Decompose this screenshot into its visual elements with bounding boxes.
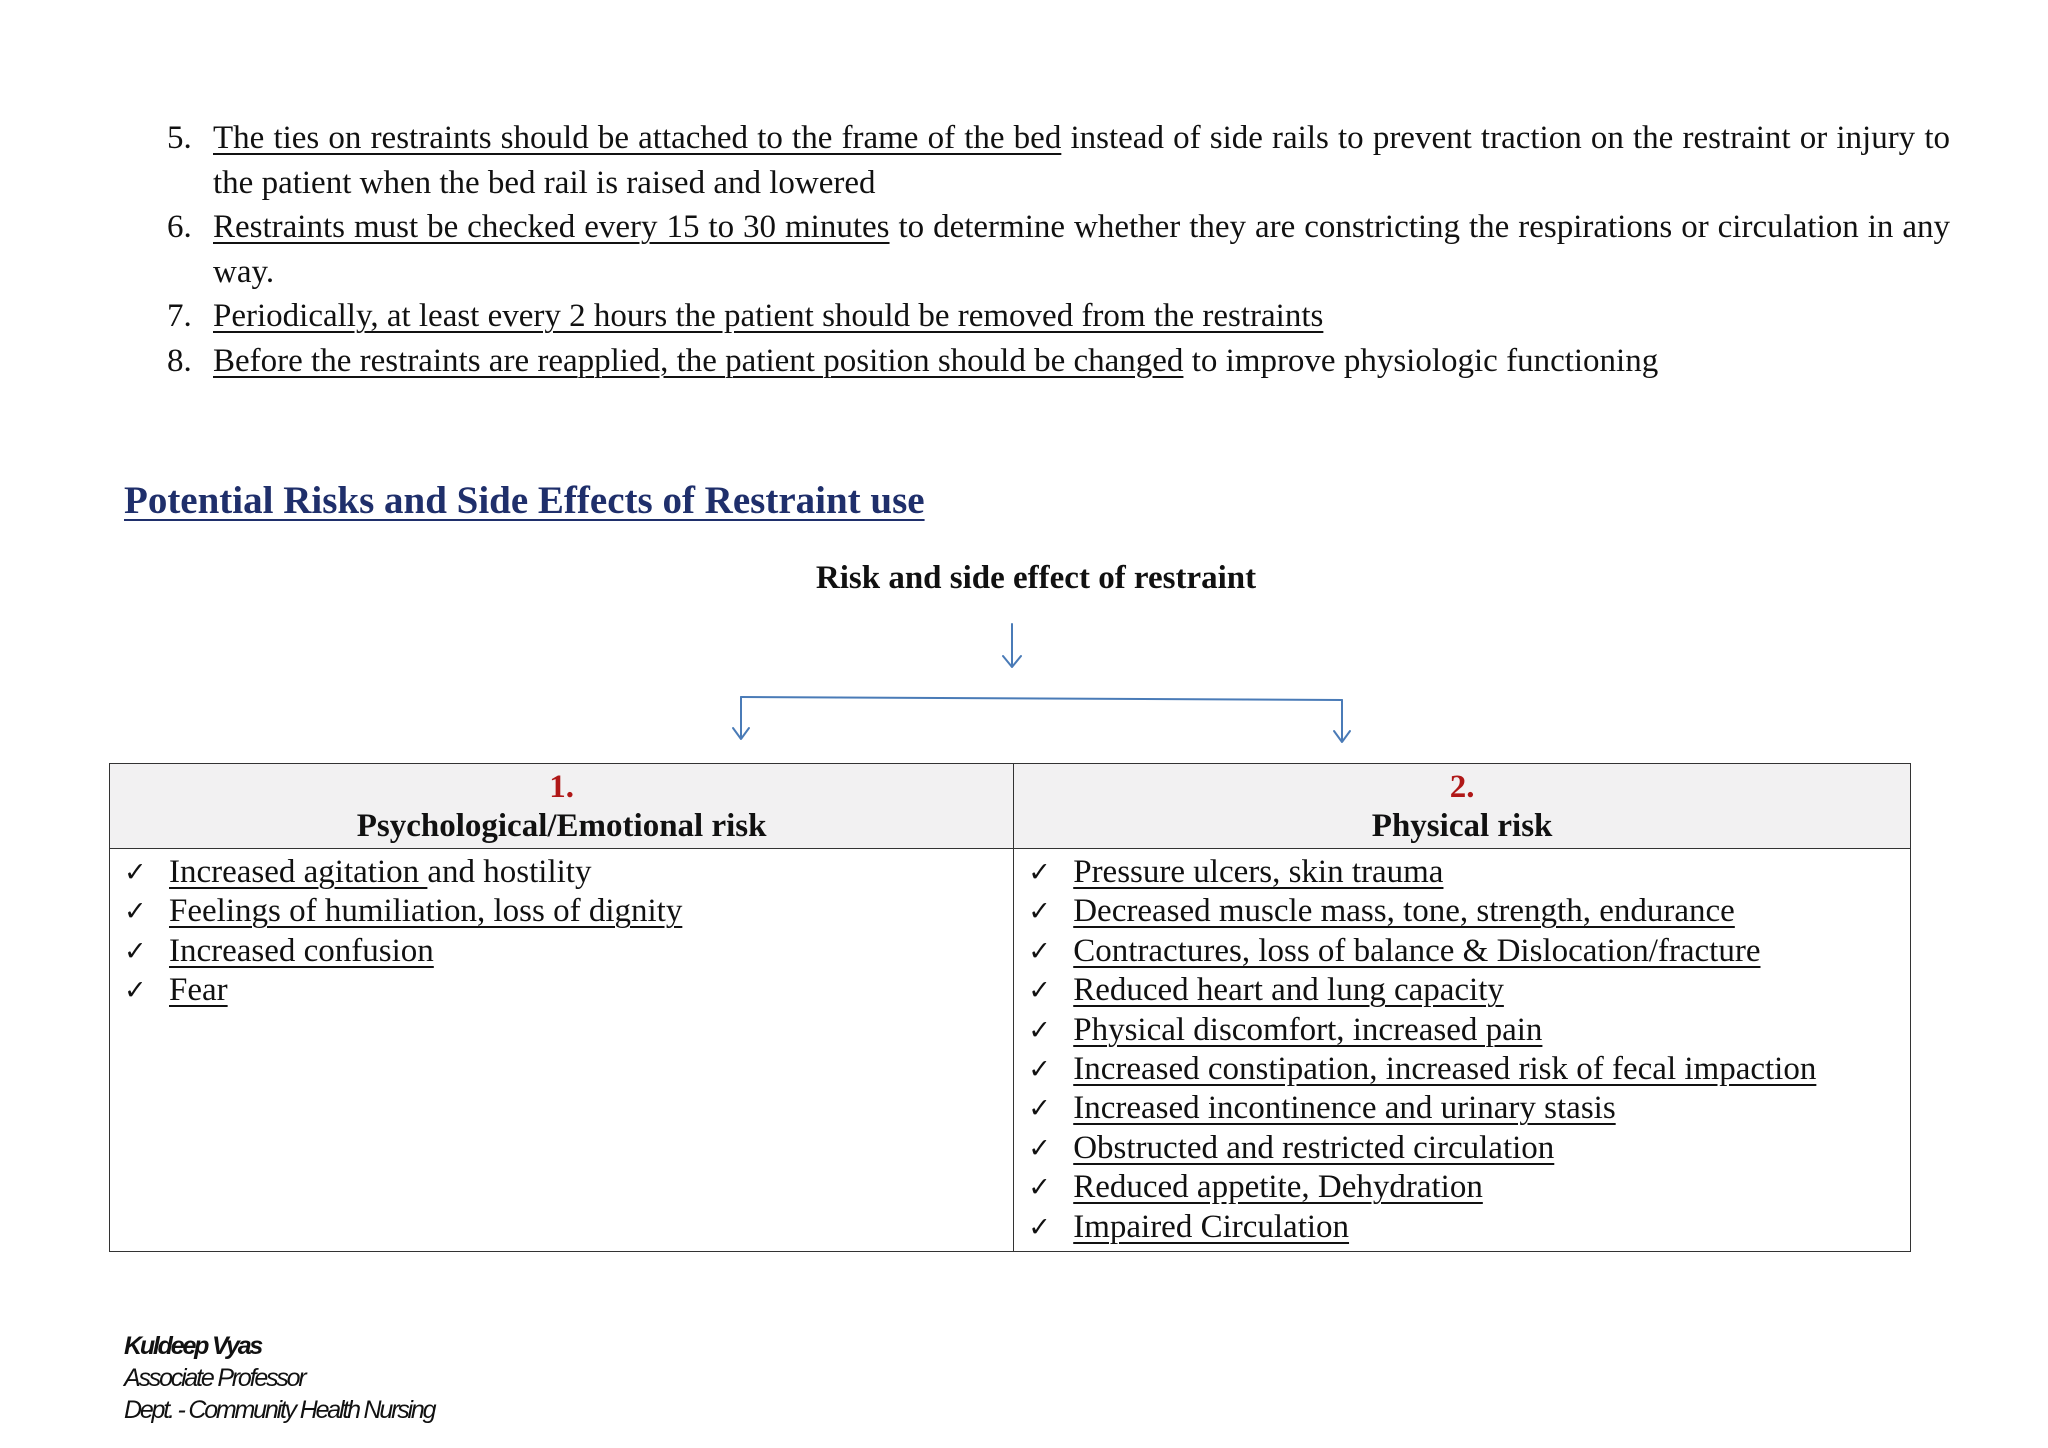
underlined-text: The ties on restraints should be attached to the frame of the bed bbox=[213, 120, 1062, 156]
list-item bbox=[1028, 853, 1910, 892]
underlined-text: Periodically, at least every 2 hours the patient should be removed from the restraints bbox=[213, 298, 1324, 334]
check-icon: ✓ bbox=[1028, 1211, 1051, 1243]
list-item bbox=[124, 892, 1013, 931]
column-title: Psychological/Emotional risk bbox=[356, 808, 767, 844]
underlined-text: Reduced appetite, Dehydration bbox=[1073, 1169, 1483, 1206]
list-number: 6. bbox=[167, 209, 192, 245]
underlined-text: Contractures, loss of balance & Dislocation/fracture bbox=[1073, 932, 1761, 969]
check-icon: ✓ bbox=[1028, 1132, 1051, 1164]
physical-risk-list bbox=[1014, 849, 1910, 1247]
down-arrow-icon bbox=[733, 697, 749, 739]
list-item bbox=[124, 971, 1013, 1010]
underlined-text: Restraints must be checked every 15 to 30 minutes bbox=[213, 209, 890, 245]
risk-table bbox=[109, 763, 1911, 1252]
underlined-text: Reduced heart and lung capacity bbox=[1073, 972, 1504, 1009]
author-name: Kuldeep Vyas bbox=[124, 1332, 262, 1360]
list-number: 8. bbox=[167, 342, 192, 379]
list-item bbox=[1028, 1168, 1910, 1207]
list-number: 5. bbox=[167, 120, 192, 156]
list-item bbox=[124, 932, 1013, 971]
author-role: Associate Professor bbox=[124, 1364, 305, 1392]
check-icon: ✓ bbox=[1028, 975, 1051, 1007]
check-icon: ✓ bbox=[124, 975, 147, 1007]
check-icon: ✓ bbox=[1028, 935, 1051, 967]
column-title: Physical risk bbox=[1371, 808, 1553, 844]
footer-signature bbox=[124, 1330, 434, 1426]
list-number: 7. bbox=[167, 298, 192, 334]
list-item bbox=[1028, 1089, 1910, 1128]
column-number: 1. bbox=[549, 769, 574, 805]
underlined-text: Before the restraints are reapplied, the patient position should be changed bbox=[213, 342, 1184, 379]
underlined-text: Decreased muscle mass, tone, strength, endurance bbox=[1073, 893, 1735, 930]
check-icon: ✓ bbox=[124, 896, 147, 928]
psychological-risk-list bbox=[110, 849, 1013, 1011]
underlined-text: Increased incontinence and urinary stasis bbox=[1073, 1090, 1616, 1127]
column-number: 2. bbox=[1449, 769, 1475, 805]
branch-line bbox=[741, 697, 1342, 700]
diagram-title: Risk and side effect of restraint bbox=[815, 560, 1257, 596]
body-text: to improve physiologic functioning bbox=[1183, 342, 1659, 379]
physical-risk-cell bbox=[1014, 849, 1911, 1252]
list-item bbox=[1028, 1050, 1910, 1089]
underlined-text: Increased agitation bbox=[169, 854, 428, 890]
psychological-risk-cell bbox=[110, 849, 1014, 1252]
check-icon: ✓ bbox=[1028, 1172, 1051, 1204]
check-icon: ✓ bbox=[124, 935, 147, 967]
list-item bbox=[1028, 1011, 1910, 1050]
section-heading: Potential Risks and Side Effects of Restraint use bbox=[124, 479, 925, 522]
underlined-text: Obstructed and restricted circulation bbox=[1073, 1129, 1555, 1166]
underlined-text: Increased constipation, increased risk of fecal impaction bbox=[1073, 1051, 1817, 1088]
down-arrow-icon bbox=[1003, 624, 1021, 667]
underlined-text: Physical discomfort, increased pain bbox=[1073, 1011, 1543, 1048]
underlined-text: Impaired Circulation bbox=[1073, 1208, 1350, 1245]
author-department: Dept. - Community Health Nursing bbox=[124, 1396, 435, 1424]
underlined-text: Feelings of humiliation, loss of dignity bbox=[169, 893, 683, 930]
table-header-row bbox=[110, 764, 1911, 849]
column-header-psychological bbox=[110, 764, 1014, 849]
check-icon: ✓ bbox=[1028, 1054, 1051, 1086]
body-text: to determine whether they are constricting the respirations or circulation in any way. bbox=[213, 209, 1950, 290]
column-header-physical bbox=[1014, 764, 1911, 849]
check-icon: ✓ bbox=[1028, 1014, 1051, 1046]
list-item bbox=[1028, 1208, 1910, 1247]
list-item bbox=[1028, 892, 1910, 931]
list-item bbox=[1028, 1129, 1910, 1168]
list-item bbox=[1028, 932, 1910, 971]
list-item bbox=[124, 853, 1013, 892]
down-arrow-icon bbox=[1334, 700, 1350, 742]
list-item bbox=[1028, 971, 1910, 1010]
underlined-text: Increased confusion bbox=[169, 932, 434, 969]
check-icon: ✓ bbox=[1028, 1093, 1051, 1125]
table-row bbox=[110, 849, 1911, 1252]
underlined-text: Pressure ulcers, skin trauma bbox=[1073, 854, 1444, 890]
body-text: and hostility bbox=[427, 854, 592, 890]
check-icon: ✓ bbox=[1028, 857, 1051, 888]
check-icon: ✓ bbox=[1028, 896, 1051, 928]
check-icon: ✓ bbox=[124, 857, 147, 888]
underlined-text: Fear bbox=[169, 972, 228, 1009]
body-text: instead of side rails to prevent traction on the restraint or injury to the patient when the bed rail is raised and lowered bbox=[213, 120, 1951, 201]
